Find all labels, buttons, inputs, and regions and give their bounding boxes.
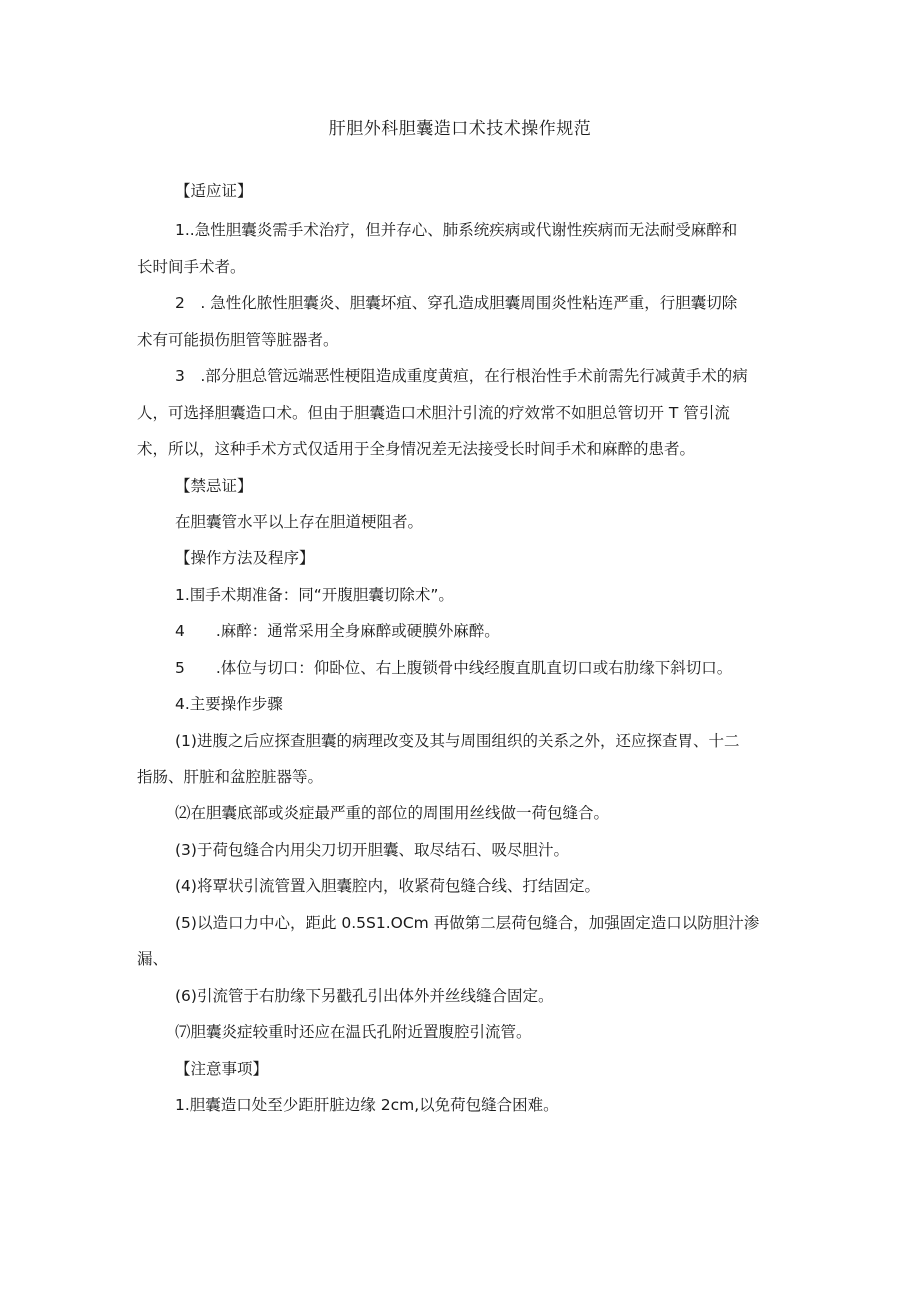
- paragraph-line: 2 . 急性化脓性胆囊炎、胆囊坏疽、穿孔造成胆囊周围炎性粘连严重，行胆囊切除: [175, 294, 738, 312]
- paragraph-line: 术，所以，这种手术方式仅适用于全身情况差无法接受长时间手术和麻醉的患者。: [137, 440, 696, 458]
- paragraph-line: 漏、: [137, 950, 169, 968]
- paragraph-line: 4.主要操作步骤: [175, 695, 283, 713]
- paragraph-line: (1)进腹之后应探查胆囊的病理改变及其与周围组织的关系之外，还应探查胃、十二: [175, 732, 740, 750]
- paragraph-line: ⑵在胆囊底部或炎症最严重的部位的周围用丝线做一荷包缝合。: [175, 804, 610, 822]
- indications-heading: 【适应证】: [175, 182, 253, 200]
- paragraph-line: 术有可能损伤胆管等脏器者。: [137, 331, 339, 349]
- paragraph-line: 人，可选择胆囊造口术。但由于胆囊造口术胆汁引流的疗效常不如胆总管切开 T 管引流: [137, 404, 730, 422]
- paragraph-line: 4 .麻醉：通常采用全身麻醉或硬膜外麻醉。: [175, 622, 500, 640]
- paragraph-line: (4)将覃状引流管置入胆囊腔内，收紧荷包缝合线、打结固定。: [175, 877, 600, 895]
- paragraph-line: 长时间手术者。: [137, 258, 246, 276]
- paragraph-line: 1..急性胆囊炎需手术治疗，但并存心、肺系统疾病或代谢性疾病而无法耐受麻醉和: [175, 221, 738, 239]
- paragraph-line: 5 .体位与切口：仰卧位、右上腹锁骨中线经腹直肌直切口或右肋缘下斜切口。: [175, 659, 733, 677]
- paragraph-line: 3 .部分胆总管远端恶性梗阻造成重度黄疸，在行根治性手术前需先行减黄手术的病: [175, 367, 748, 385]
- paragraph-line: ⑺胆囊炎症较重时还应在温氏孔附近置腹腔引流管。: [175, 1023, 532, 1041]
- paragraph-line: (6)引流管于右肋缘下另戳孔引出体外并丝线缝合固定。: [175, 987, 554, 1005]
- paragraph-line: (5)以造口力中心，距此 0.5S1.OCm 再做第二层荷包缝合，加强固定造口以防胆汁渗: [175, 914, 760, 932]
- paragraph-line: (3)于荷包缝合内用尖刀切开胆囊、取尽结石、吸尽胆汁。: [175, 841, 569, 859]
- paragraph-line: 1.胆囊造口处至少距肝脏边缘 2cm,以免荷包缝合困难。: [175, 1096, 559, 1114]
- notes-heading: 【注意事项】: [175, 1060, 269, 1078]
- paragraph-line: 1.围手术期准备：同“开腹胆囊切除术”。: [175, 586, 454, 604]
- page-title: 肝胆外科胆囊造口术技术操作规范: [328, 119, 592, 139]
- paragraph-line: 指肠、肝脏和盆腔脏器等。: [137, 768, 324, 786]
- method-heading: 【操作方法及程序】: [175, 549, 315, 567]
- contraindications-heading: 【禁忌证】: [175, 477, 253, 495]
- paragraph-line: 在胆囊管水平以上存在胆道梗阻者。: [175, 513, 424, 531]
